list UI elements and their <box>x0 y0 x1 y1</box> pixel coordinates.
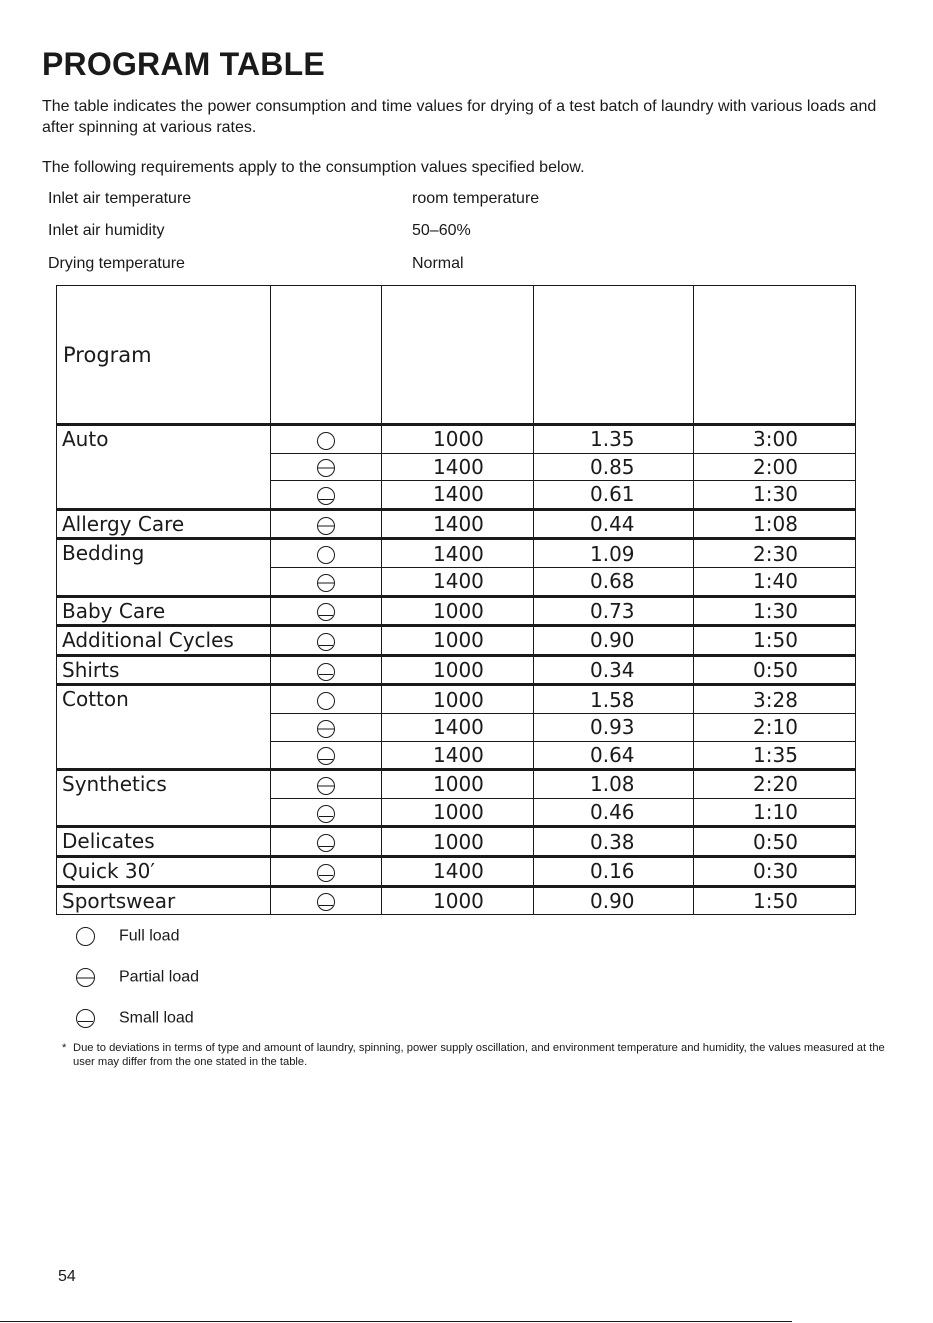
condition-row <box>48 222 471 240</box>
spin-cell: 1400 <box>382 453 534 481</box>
legend-item <box>76 927 179 946</box>
small-load-icon <box>317 487 335 505</box>
program-name: Delicates <box>62 829 155 854</box>
energy-cell: 0.46 <box>534 798 694 827</box>
page-number: 54 <box>58 1268 76 1285</box>
load-indicator-cell <box>271 596 382 626</box>
legend-item <box>76 1009 194 1028</box>
partial-load-icon <box>76 968 95 987</box>
load-indicator-cell <box>271 886 382 915</box>
condition-value: room temperature <box>412 190 540 207</box>
program-name: Auto <box>62 427 109 451</box>
small-load-icon <box>317 633 335 651</box>
time-cell: 1:35 <box>694 741 856 770</box>
legend-item <box>76 968 199 987</box>
table-row <box>57 425 856 454</box>
spin-cell: 1400 <box>382 539 534 568</box>
footnote <box>62 1041 892 1069</box>
energy-cell: 0.90 <box>534 626 694 656</box>
time-cell: 1:30 <box>694 481 856 510</box>
small-load-icon <box>317 805 335 823</box>
partial-load-icon <box>317 517 335 535</box>
load-indicator-cell <box>271 798 382 827</box>
program-name-cell <box>57 856 271 886</box>
spin-cell: 1000 <box>382 655 534 685</box>
program-name: Baby Care <box>62 598 166 623</box>
time-cell: 1:50 <box>694 886 856 915</box>
legend-label: Full load <box>119 927 180 945</box>
spin-cell: 1400 <box>382 481 534 510</box>
small-load-icon <box>317 893 335 911</box>
condition-value: Normal <box>412 255 464 272</box>
spin-cell: 1000 <box>382 798 534 827</box>
spin-cell: 1400 <box>382 856 534 886</box>
time-cell: 0:50 <box>694 827 856 857</box>
load-indicator-cell <box>271 425 382 454</box>
energy-cell: 1.09 <box>534 539 694 568</box>
bottom-rule <box>0 1321 792 1322</box>
program-name-cell <box>57 509 271 539</box>
small-load-icon <box>76 1009 95 1028</box>
table-header-row <box>57 286 856 425</box>
program-name: Additional Cycles <box>62 628 234 653</box>
full-load-icon <box>317 546 335 564</box>
program-name-cell <box>57 685 271 770</box>
program-name-cell <box>57 827 271 857</box>
table-row <box>57 509 856 539</box>
load-indicator-cell <box>271 713 382 741</box>
table-row <box>57 655 856 685</box>
energy-cell: 0.34 <box>534 655 694 685</box>
load-indicator-cell <box>271 685 382 714</box>
spin-cell: 1400 <box>382 567 534 596</box>
header-time <box>694 286 856 425</box>
page-title: PROGRAM TABLE <box>42 46 325 82</box>
spin-cell: 1000 <box>382 626 534 656</box>
program-name: Sportswear <box>62 888 176 913</box>
partial-load-icon <box>317 459 335 477</box>
energy-cell: 0.68 <box>534 567 694 596</box>
small-load-icon <box>317 864 335 882</box>
program-name: Allergy Care <box>62 511 185 536</box>
program-name: Synthetics <box>62 772 167 797</box>
table-row <box>57 596 856 626</box>
full-load-icon <box>317 692 335 710</box>
program-name: Cotton <box>62 687 129 712</box>
load-indicator-cell <box>271 509 382 539</box>
legend-label: Partial load <box>119 968 200 986</box>
energy-cell: 0.73 <box>534 596 694 626</box>
condition-label: Inlet air temperature <box>48 190 192 207</box>
table-row <box>57 827 856 857</box>
condition-row <box>48 255 464 273</box>
small-load-icon <box>317 663 335 681</box>
small-load-icon <box>317 747 335 765</box>
program-name-cell <box>57 886 271 915</box>
program-table <box>56 285 856 915</box>
time-cell: 1:30 <box>694 596 856 626</box>
footnote-mark: * <box>62 1042 67 1054</box>
energy-cell: 0.16 <box>534 856 694 886</box>
spin-cell: 1400 <box>382 713 534 741</box>
header-load <box>271 286 382 425</box>
spin-cell: 1000 <box>382 425 534 454</box>
load-indicator-cell <box>271 827 382 857</box>
energy-cell: 0.64 <box>534 741 694 770</box>
time-cell: 2:00 <box>694 453 856 481</box>
load-indicator-cell <box>271 856 382 886</box>
partial-load-icon <box>317 777 335 795</box>
program-name-cell <box>57 425 271 510</box>
time-cell: 0:30 <box>694 856 856 886</box>
condition-label: Drying temperature <box>48 255 185 272</box>
requirements-intro: The following requirements apply to the consumption values specified below. <box>42 159 585 176</box>
time-cell: 0:50 <box>694 655 856 685</box>
energy-cell: 0.61 <box>534 481 694 510</box>
spin-cell: 1000 <box>382 596 534 626</box>
energy-cell: 1.08 <box>534 770 694 799</box>
program-name-cell <box>57 539 271 596</box>
spin-cell: 1400 <box>382 509 534 539</box>
intro-paragraph: The table indicates the power consumption and time values for drying of a test batch of laundry with various loads and after spinning at various rates. <box>42 98 877 136</box>
program-name: Quick 30′ <box>62 858 155 883</box>
condition-row <box>48 190 540 208</box>
partial-load-icon <box>317 574 335 592</box>
energy-cell: 0.93 <box>534 713 694 741</box>
spin-cell: 1000 <box>382 886 534 915</box>
energy-cell: 0.85 <box>534 453 694 481</box>
load-indicator-cell <box>271 741 382 770</box>
time-cell: 2:20 <box>694 770 856 799</box>
spin-cell: 1000 <box>382 685 534 714</box>
small-load-icon <box>317 834 335 852</box>
table-row <box>57 770 856 799</box>
load-indicator-cell <box>271 567 382 596</box>
program-name: Bedding <box>62 541 145 566</box>
partial-load-icon <box>317 720 335 738</box>
load-indicator-cell <box>271 481 382 510</box>
time-cell: 1:50 <box>694 626 856 656</box>
table-row <box>57 539 856 568</box>
time-cell: 3:28 <box>694 685 856 714</box>
time-cell: 2:30 <box>694 539 856 568</box>
program-name-cell <box>57 596 271 626</box>
time-cell: 1:10 <box>694 798 856 827</box>
header-energy <box>534 286 694 425</box>
time-cell: 1:08 <box>694 509 856 539</box>
energy-cell: 1.58 <box>534 685 694 714</box>
table-row <box>57 626 856 656</box>
legend-label: Small load <box>119 1009 194 1027</box>
time-cell: 2:10 <box>694 713 856 741</box>
load-indicator-cell <box>271 626 382 656</box>
spin-cell: 1400 <box>382 741 534 770</box>
load-indicator-cell <box>271 539 382 568</box>
time-cell: 1:40 <box>694 567 856 596</box>
energy-cell: 0.90 <box>534 886 694 915</box>
header-program: Program <box>57 286 271 425</box>
energy-cell: 1.35 <box>534 425 694 454</box>
program-name-cell <box>57 655 271 685</box>
load-indicator-cell <box>271 770 382 799</box>
table-row <box>57 856 856 886</box>
energy-cell: 0.38 <box>534 827 694 857</box>
small-load-icon <box>317 603 335 621</box>
condition-label: Inlet air humidity <box>48 222 165 239</box>
condition-value: 50–60% <box>412 222 471 239</box>
time-cell: 3:00 <box>694 425 856 454</box>
full-load-icon <box>76 927 95 946</box>
program-name-cell <box>57 770 271 827</box>
program-name: Shirts <box>62 657 120 682</box>
header-spin <box>382 286 534 425</box>
load-indicator-cell <box>271 453 382 481</box>
load-indicator-cell <box>271 655 382 685</box>
program-name-cell <box>57 626 271 656</box>
table-row <box>57 886 856 915</box>
spin-cell: 1000 <box>382 770 534 799</box>
spin-cell: 1000 <box>382 827 534 857</box>
footnote-text: Due to deviations in terms of type and amount of laundry, spinning, power supply oscillation, and environment temperature and humidity, the values measured at the user may differ from the one stated in the table. <box>73 1042 885 1068</box>
energy-cell: 0.44 <box>534 509 694 539</box>
table-row <box>57 685 856 714</box>
full-load-icon <box>317 432 335 450</box>
